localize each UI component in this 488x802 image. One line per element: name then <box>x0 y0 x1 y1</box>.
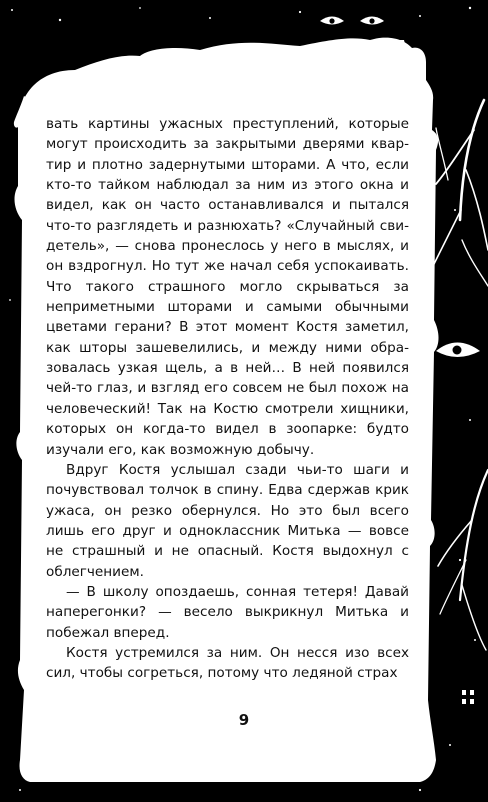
page-number: 9 <box>238 711 250 729</box>
paragraph-4: Костя устремился за ним. Он несся изо всех сил, чтобы согреться, потому что ледяной страх <box>46 644 409 682</box>
eye-icon <box>436 343 480 358</box>
paragraph-2: Вдруг Костя услышал сзади чьи-то шаги и почувствовал толчок в спину. Едва сдержав крик ужаса, он резко обернулся. Но это был всего лишь его друг и одноклассник Митька — вовсе не страшный и не опасный. Костя выдохнул с облегчением. <box>46 461 409 580</box>
paragraph-1: вать картины ужасных преступлений, которые могут происходить за закрытыми дверями квартир и плотно задернутыми шторами. А что, если кто-то тайком наблюдал за ним из этого окна и видел, как он часто останавливался и пытался что-то разглядеть и разнюхать? «Случайный свидетель», — снова пронеслось у него в мыслях, и он вздрогнул. Но тут же начал себя успокаивать. Что такого страшного могло скрываться за неприметными шторами и самыми обычными цветами герани? В этот момент Костя заметил, как шторы зашевелились, и между ними образовалась узкая щель, а в ней… В ней появился чей-то глаз, и взгляд его совсем не был похож на человеческий! Так на Костю смотрели хищники, которых он когда-то видел в зоопарке: будто изучали его, как возможную добычу. <box>46 116 409 458</box>
paragraph-3: — В школу опоздаешь, сонная тетеря! Давай наперегонки? — весело выкрикнул Митька и побежал вперед. <box>46 583 409 641</box>
tree-branch-icon <box>434 100 488 650</box>
eyes-icon <box>320 17 384 25</box>
story-text <box>46 114 409 684</box>
